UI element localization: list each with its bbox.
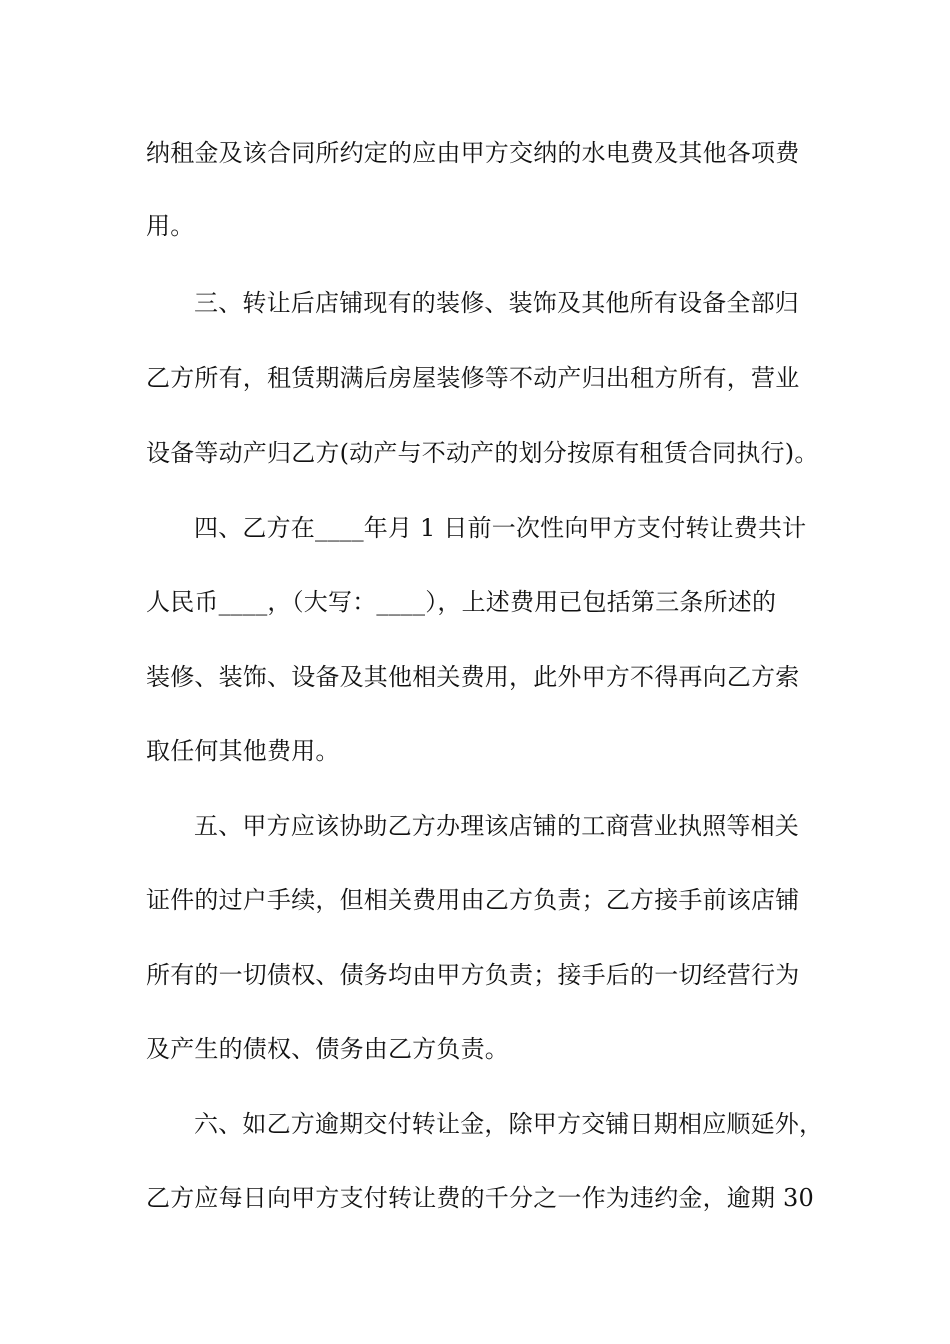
paragraph-6-first-line: 六、如乙方逾期交付转让金，除甲方交铺日期相应顺延外， xyxy=(194,1110,824,1138)
text-line: 乙方应每日向甲方支付转让费的千分之一作为违约金，逾期 30 xyxy=(146,1184,814,1212)
paragraph-3-first-line: 三、转让后店铺现有的装修、装饰及其他所有设备全部归 xyxy=(194,289,799,317)
text-line: 纳租金及该合同所约定的应由甲方交纳的水电费及其他各项费 xyxy=(146,139,800,167)
text-line: 设备等动产归乙方(动产与不动产的划分按原有租赁合同执行)。 xyxy=(146,439,819,467)
text-line: 乙方所有，租赁期满后房屋装修等不动产归出租方所有，营业 xyxy=(146,364,800,392)
paragraph-4-first-line: 四、乙方在____年月 1 日前一次性向甲方支付转让费共计 xyxy=(194,514,807,542)
paragraph-5-first-line: 五、甲方应该协助乙方办理该店铺的工商营业执照等相关 xyxy=(194,812,799,840)
text-line: 用。 xyxy=(146,212,195,240)
text-line: 证件的过户手续，但相关费用由乙方负责；乙方接手前该店铺 xyxy=(146,886,800,914)
text-line: 取任何其他费用。 xyxy=(146,737,340,765)
text-line: 装修、装饰、设备及其他相关费用，此外甲方不得再向乙方索 xyxy=(146,663,800,691)
text-line: 及产生的债权、债务由乙方负责。 xyxy=(146,1035,509,1063)
text-line: 所有的一切债权、债务均由甲方负责；接手后的一切经营行为 xyxy=(146,961,800,989)
text-line: 人民币____，（大写：____），上述费用已包括第三条所述的 xyxy=(146,588,777,616)
